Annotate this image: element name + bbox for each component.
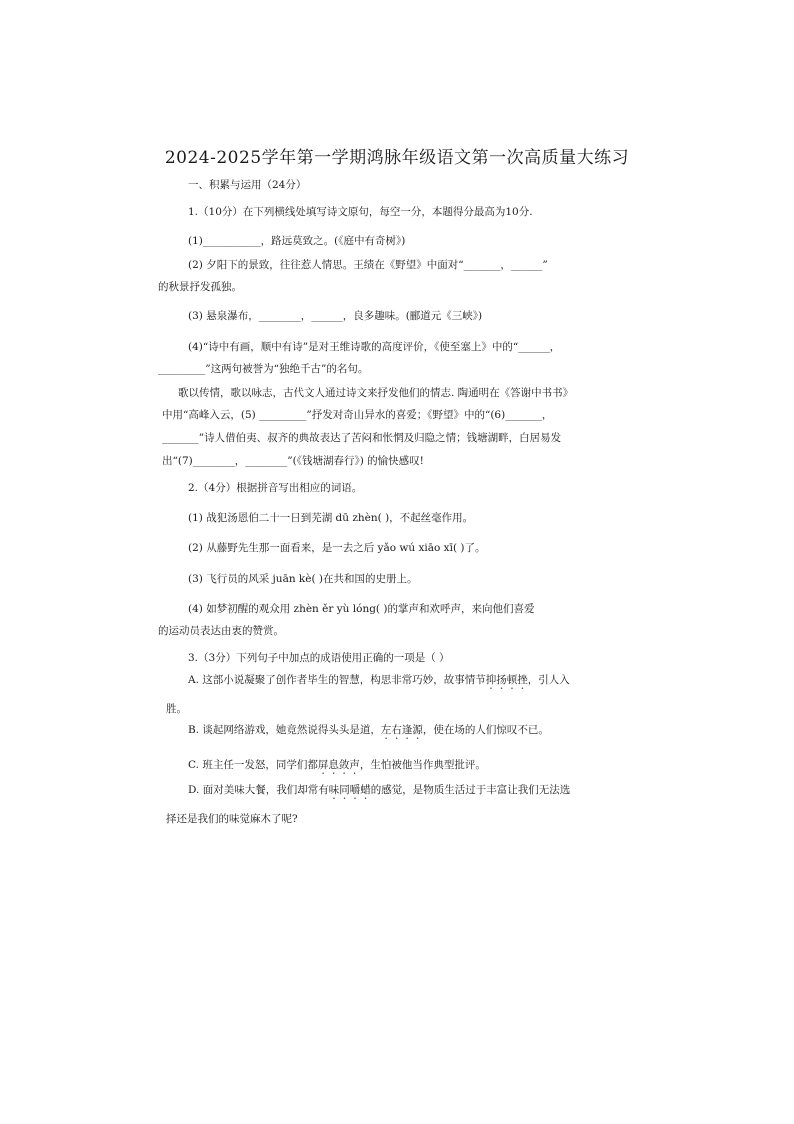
q1-item-4-line-1: (4)“诗中有画，顺中有诗”是对王维诗歌的高度评价，《使至塞上》中的“______， <box>188 341 561 353</box>
q1-para-line-4: 出“(7)________，________”(《钱塘湖春行》) 的愉快感叹! <box>162 455 424 467</box>
q1-stem: 1.（10分）在下列横线处填写诗文原句，每空一分，本题得分最高为10分. <box>188 206 533 218</box>
q1-item-3: (3) 悬泉瀑布，________，______，良多趣味。(郦道元《三峡》) <box>188 310 483 322</box>
q1-para-line-2: 中用“高峰入云，(5) _________”抒发对奇山异水的喜爱；《野望》中的“(6)_______， <box>162 409 553 421</box>
q3-option-d-line-2: 择还是我们的味觉麻木了呢? <box>166 813 298 825</box>
q2-item-4-line-2: 的运动员表达由衷的赞赏。 <box>158 625 284 637</box>
option-a-text: A. 这部小说凝聚了创作者毕生的智慧，构思非常巧妙，故事情节 <box>188 674 486 686</box>
q2-item-2: (2) 从藤野先生那一面看来，是一去之后 yǎo wú xiāo xī( )了。 <box>188 542 486 554</box>
q1-para-line-3: _______”诗人借伯夷、叔齐的典故表达了苦闷和怅惘及归隐之情；钱塘湖畔，白居易发 <box>162 432 562 444</box>
q3-stem: 3.（3分）下列句子中加点的成语使用正确的一项是（ ） <box>188 652 450 664</box>
q3-option-b <box>188 723 549 742</box>
option-c-idiom: 屏息敛声 <box>317 759 360 771</box>
q1-item-1: (1)___________，路远莫致之。(《庭中有奇树》) <box>188 235 406 247</box>
q2-item-3: (3) 飞行员的风采 juān kè( )在共和国的史册上。 <box>188 573 418 585</box>
q3-option-a-line-2: 胜。 <box>166 703 187 715</box>
option-c-text-end: ，生怕被他当作典型批评。 <box>359 759 486 771</box>
q1-item-2-line-1: (2) 夕阳下的景致，往往惹人情思。王绩在《野望》中面对“_______，______” <box>188 259 548 271</box>
option-b-text: B. 谈起网络游戏，她竟然说得头头是道， <box>188 724 381 736</box>
q1-para-line-1: 歌以传情，歌以咏志，古代文人通过诗文来抒发他们的情志. 陶通明在《答谢中书书》 <box>178 387 574 399</box>
option-a-text-end: ，引人入 <box>527 674 570 686</box>
q2-item-4-line-1: (4) 如梦初醒的观众用 zhèn ěr yù lóng( )的掌声和欢呼声，来向他们喜爱 <box>188 603 535 615</box>
q2-item-1: (1) 战犯汤恩伯二十一日到芜湖 dū zhèn( )，不起丝毫作用。 <box>188 512 474 524</box>
option-c-text: C. 班主任一发怒，同学们都 <box>188 759 318 771</box>
q3-option-d <box>188 783 570 802</box>
option-b-text-end: ，使在场的人们惊叹不已。 <box>422 724 549 736</box>
exam-title: 2024-2025学年第一学期鸿脉年级语文第一次高质量大练习 <box>164 148 630 168</box>
q3-option-a <box>188 673 570 692</box>
q3-option-c <box>188 758 486 777</box>
q2-stem: 2.（4分）根据拼音写出相应的词语。 <box>188 482 363 494</box>
option-d-text: D. 面对美味大餐，我们却常有 <box>188 784 329 796</box>
q1-item-2-line-2: 的秋景抒发孤独。 <box>158 281 242 293</box>
option-a-idiom: 抑扬顿挫 <box>485 674 528 686</box>
section-heading: 一、积累与运用（24分） <box>188 179 307 191</box>
option-d-idiom: 味同嚼蜡 <box>328 784 371 796</box>
option-b-idiom: 左右逢源 <box>380 724 423 736</box>
option-d-text-end: 的感觉，是物质生活过于丰富让我们无法选 <box>370 784 571 796</box>
q1-item-4-line-2: _________”这两句被誉为“独绝千古”的名句。 <box>158 363 369 375</box>
